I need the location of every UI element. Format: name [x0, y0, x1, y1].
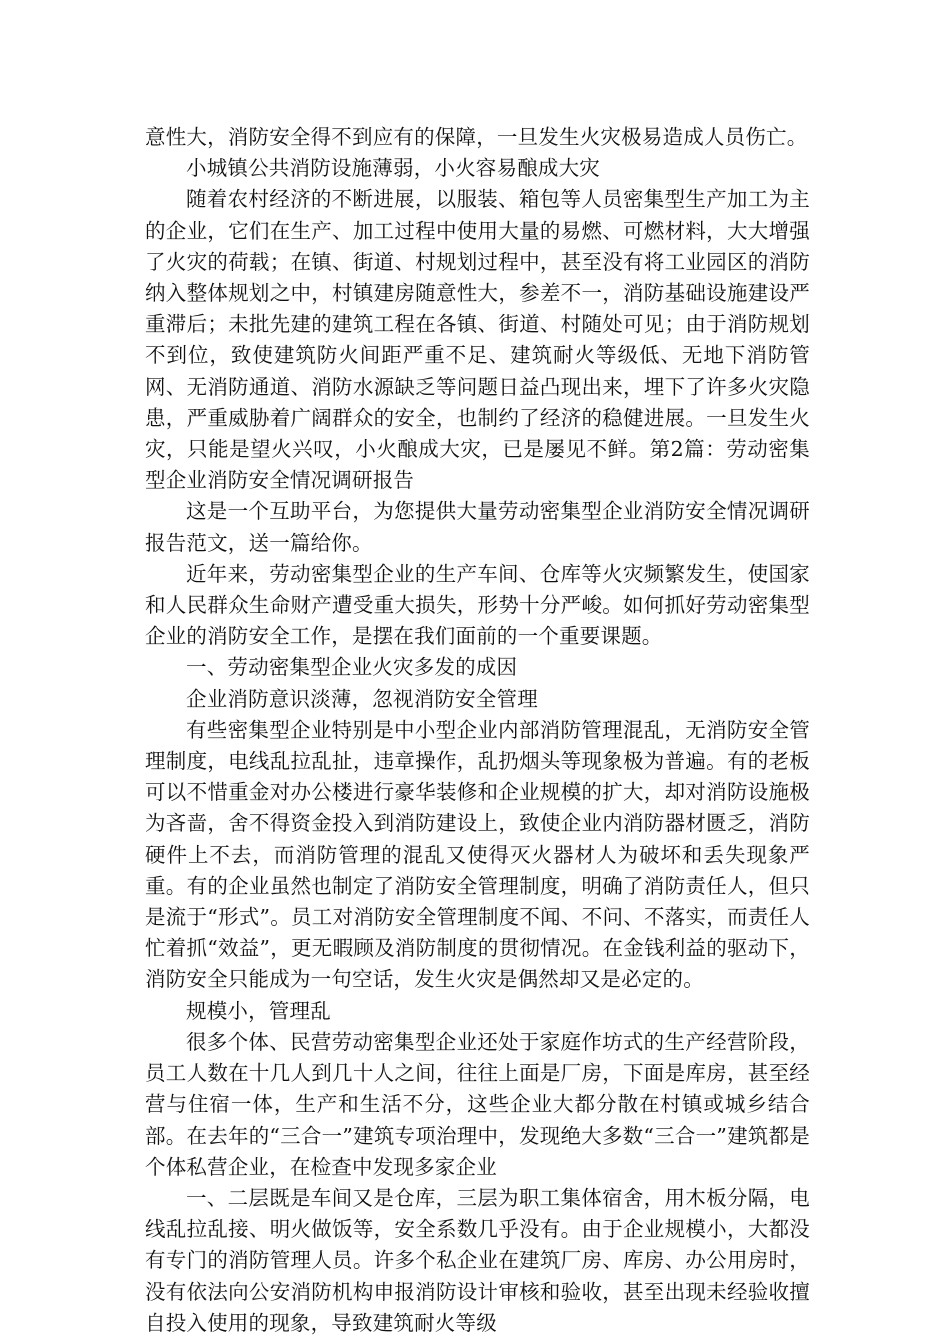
section-heading: 企业消防意识淡薄，忽视消防安全管理: [186, 686, 538, 711]
paragraph: 这是一个互助平台，为您提供大量劳动密集型企业消防安全情况调研报告范文，送一篇给你。: [145, 499, 810, 555]
paragraph: 随着农村经济的不断进展，以服装、箱包等人员密集型生产加工为主的企业，它们在生产、加工过程中使用大量的易燃、可燃材料，大大增强了火灾的荷载；在镇、街道、村规划过程中，甚至没有将工业园区的消防纳入整体规划之中，村镇建房随意性大，参差不一，消防基础设施建设严重滞后；未批先建的建筑工程在各镇、街道、村随处可见；由于消防规划不到位，致使建筑防火间距严重不足、建筑耐火等级低、无地下消防管网、无消防通道、消防水源缺乏等问题日益凸现出来，埋下了许多火灾隐患，严重威胁着广阔群众的安全，也制约了经济的稳健进展。一旦发生火灾，只能是望火兴叹，小火酿成大灾，已是屡见不鲜。第2篇：劳动密集型企业消防安全情况调研报告: [145, 187, 810, 493]
paragraph: 有些密集型企业特别是中小型企业内部消防管理混乱，无消防安全管理制度，电线乱拉乱扯，违章操作，乱扔烟头等现象极为普遍。有的老板可以不惜重金对办公楼进行豪华装修和企业规模的扩大，却对消防设施极为吝啬，舍不得资金投入到消防建设上，致使企业内消防器材匮乏，消防硬件上不去，而消防管理的混乱又使得灭火器材人为破坏和丢失现象严重。有的企业虽然也制定了消防安全管理制度，明确了消防责任人，但只是流于“形式”。员工对消防安全管理制度不闻、不问、不落实，而责任人忙着抓“效益”，更无暇顾及消防制度的贯彻情况。在金钱利益的驱动下，消防安全只能成为一句空话，发生火灾是偶然却又是必定的。: [145, 717, 810, 992]
paragraph: 一、二层既是车间又是仓库，三层为职工集体宿舍，用木板分隔，电线乱拉乱接、明火做饭等，安全系数几乎没有。由于企业规模小，大都没有专门的消防管理人员。许多个私企业在建筑厂房、库房、办公用房时，没有依法向公安消防机构申报消防设计审核和验收，甚至出现未经验收擅自投入使用的现象，导致建筑耐火等级: [145, 1185, 810, 1335]
paragraph: 近年来，劳动密集型企业的生产车间、仓库等火灾频繁发生，使国家和人民群众生命财产遭受重大损失，形势十分严峻。如何抓好劳动密集型企业的消防安全工作，是摆在我们面前的一个重要课题。: [145, 561, 810, 649]
paragraph: 很多个体、民营劳动密集型企业还处于家庭作坊式的生产经营阶段，员工人数在十几人到几十人之间，往往上面是厂房，下面是库房，甚至经营与住宿一体，生产和生活不分，这些企业大都分散在村镇或城乡结合部。在去年的“三合一”建筑专项治理中，发现绝大多数“三合一”建筑都是个体私营企业，在检查中发现多家企业: [145, 1029, 810, 1179]
document-page: [145, 122, 810, 1339]
section-heading: 规模小，管理乱: [186, 998, 331, 1023]
paragraph: 意性大，消防安全得不到应有的保障，一旦发生火灾极易造成人员伤亡。: [145, 125, 808, 149]
section-heading: 小城镇公共消防设施薄弱，小火容易酿成大灾: [186, 156, 600, 181]
section-heading: 一、劳动密集型企业火灾多发的成因: [186, 655, 518, 680]
